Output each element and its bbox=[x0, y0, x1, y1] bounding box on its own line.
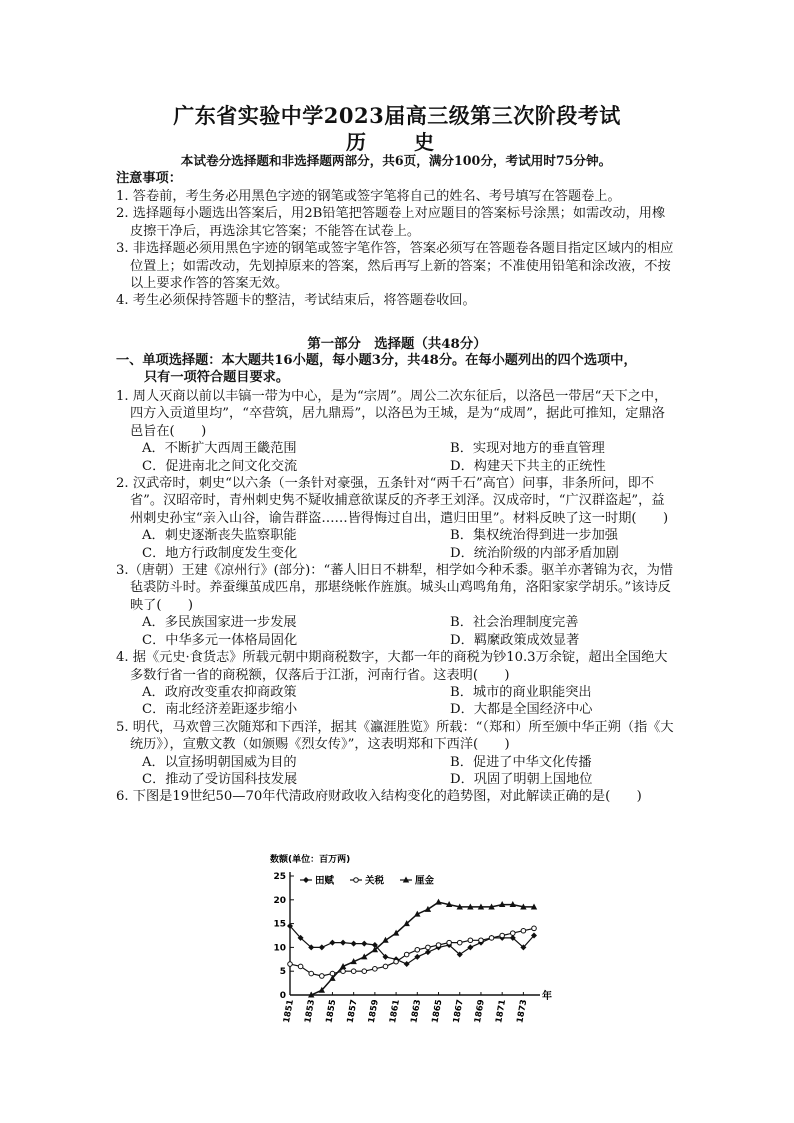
question-3-stem: 3.（唐朝）王建《凉州行》(部分)：“蕃人旧日不耕犁，相学如今种禾黍。驱羊亦著锦为衣，为惜毡裘防斗时。养蚕缫茧成匹帛，那堪绕帐作旌旗。城头山鸡鸣角角，洛阳家家学胡乐。”该诗反映了( ) bbox=[116, 563, 674, 613]
x-tick-label: 1859 bbox=[366, 998, 381, 1024]
y-tick-label: 5 bbox=[279, 967, 286, 978]
x-tick-label: 1873 bbox=[515, 998, 530, 1024]
option-d: D．巩固了明朝上国地位 bbox=[450, 771, 593, 787]
series-line bbox=[290, 928, 534, 976]
option-b: B．促进了中华文化传播 bbox=[450, 754, 592, 770]
data-point bbox=[435, 899, 441, 905]
option-a: A．不断扩大西周王畿范围 bbox=[142, 441, 297, 457]
data-point bbox=[532, 926, 537, 931]
x-tick-label: 1863 bbox=[409, 998, 424, 1024]
data-point bbox=[329, 940, 335, 946]
notes-list bbox=[116, 188, 676, 310]
option-b: B．实现对地方的垂直管理 bbox=[450, 441, 605, 457]
notes-heading: 注意事项： bbox=[116, 171, 182, 186]
data-point bbox=[373, 967, 378, 972]
exam-title: 广东省实验中学2023届高三级第三次阶段考试 bbox=[173, 103, 621, 128]
x-tick-label: 1861 bbox=[388, 998, 403, 1024]
data-point bbox=[510, 931, 515, 936]
y-tick-label: 25 bbox=[273, 872, 286, 882]
data-point bbox=[457, 940, 462, 945]
x-tick-label: 1865 bbox=[430, 998, 445, 1024]
exam-intro: 本试卷分选择题和非选择题两部分，共6页，满分100分，考试用时75分钟。 bbox=[180, 153, 612, 168]
data-point bbox=[489, 936, 494, 941]
data-point bbox=[500, 933, 505, 938]
data-point bbox=[361, 941, 367, 947]
data-point bbox=[351, 969, 356, 974]
option-d: D．统治阶级的内部矛盾加剧 bbox=[450, 545, 619, 561]
data-point bbox=[394, 959, 399, 964]
y-tick-label: 20 bbox=[273, 895, 286, 906]
note-item: 4. 考生必须保持答题卡的整洁，考试结束后，将答题卷收回。 bbox=[116, 293, 476, 309]
data-point bbox=[288, 962, 293, 967]
question-3-options bbox=[116, 614, 676, 649]
note-item: 2. 选择题每小题选出答案后，用2B铅笔把答题卷上对应题目的答案标号涂黑；如需改动，用橡皮擦干净后，再选涂其它答案；不能答在试卷上。 bbox=[116, 206, 666, 239]
data-point bbox=[340, 940, 346, 946]
data-point bbox=[468, 938, 473, 943]
x-tick-label: 1855 bbox=[324, 998, 339, 1024]
option-c: C．地方行政制度发生变化 bbox=[142, 545, 298, 561]
data-point bbox=[521, 928, 526, 933]
data-point bbox=[447, 940, 452, 945]
option-d: D．构建天下共主的正统性 bbox=[450, 458, 606, 474]
data-point bbox=[341, 969, 346, 974]
x-tick-label: 1851 bbox=[281, 998, 296, 1024]
data-point bbox=[382, 937, 388, 943]
legend-label: 田赋 bbox=[315, 875, 335, 887]
data-point bbox=[383, 964, 388, 969]
option-c: C．中华多元一体格局固化 bbox=[142, 632, 298, 648]
note-item: 1. 答卷前，考生务必用黑色字迹的钢笔或签字笔将自己的姓名、考号填写在答题卷上。 bbox=[116, 189, 621, 204]
x-tick-label: 1857 bbox=[345, 998, 360, 1024]
option-a: A．政府改变重农抑商政策 bbox=[142, 684, 297, 700]
option-b: B．城市的商业职能突出 bbox=[450, 684, 592, 700]
data-point bbox=[354, 878, 359, 883]
data-point bbox=[415, 947, 420, 952]
revenue-line-chart bbox=[266, 850, 556, 1030]
option-a: A．以宣扬明朝国威为目的 bbox=[142, 754, 297, 770]
data-point bbox=[467, 944, 473, 950]
x-tick-label: 1869 bbox=[472, 998, 487, 1024]
data-point bbox=[426, 945, 431, 950]
option-d: D．大都是全国经济中心 bbox=[450, 702, 593, 718]
data-point bbox=[436, 943, 441, 948]
question-5-options bbox=[116, 754, 676, 789]
option-a: A．多民族国家进一步发展 bbox=[142, 615, 297, 631]
option-b: B．社会治理制度完善 bbox=[450, 615, 579, 631]
instruction-line-1: 一、单项选择题：本大题共16小题，每小题3分，共48分。在每小题列出的四个选项中， bbox=[116, 353, 637, 368]
option-c: C．南北经济差距逐步缩小 bbox=[142, 702, 298, 718]
section-instruction bbox=[116, 352, 676, 387]
option-c: C．促进南北之间文化交流 bbox=[142, 458, 298, 474]
data-point bbox=[362, 969, 367, 974]
x-tick-label: 1871 bbox=[494, 998, 509, 1024]
option-d: D．羁縻政策成效显著 bbox=[450, 632, 580, 648]
question-2-options bbox=[116, 527, 676, 562]
data-point bbox=[351, 941, 357, 947]
series-line bbox=[290, 926, 534, 964]
question-5-stem: 5. 明代，马欢曾三次随郑和下西洋，据其《瀛涯胜览》所载：“（郑和）所至颁中华正朔（指《大统历》），宣敷文教（如颁赐《烈女传》”，这表明郑和下西洋( ) bbox=[116, 719, 674, 753]
question-6-stem: 6. 下图是19世纪50—70年代清政府财政收入结构变化的趋势图，对此解读正确的是( ) bbox=[116, 789, 642, 805]
y-axis-label: 数额(单位：百万两) bbox=[270, 855, 351, 865]
subject-title: 历 史 bbox=[346, 130, 448, 154]
y-tick-label: 15 bbox=[273, 919, 286, 930]
instruction-line-2: 只有一项符合题目要求。 bbox=[144, 370, 290, 386]
x-tick-label: 1867 bbox=[451, 998, 466, 1024]
question-4-options bbox=[116, 684, 676, 719]
note-item: 3. 非选择题必须用黑色字迹的钢笔或签字笔作答，答案必须写在答题卷各题目指定区域内的相应位置上；如需改动，先划掉原来的答案，然后再写上新的答案；不准使用铅笔和涂改液，不按以上要求作答的答案无效。 bbox=[116, 241, 674, 292]
data-point bbox=[320, 974, 325, 979]
data-point bbox=[404, 952, 409, 957]
question-list bbox=[116, 388, 676, 806]
data-point bbox=[361, 953, 367, 959]
legend-label: 厘金 bbox=[415, 875, 435, 887]
option-c: C．推动了受访国科技发展 bbox=[142, 771, 298, 787]
data-point bbox=[303, 877, 309, 883]
option-a: A．刺史逐渐丧失监察职能 bbox=[142, 528, 297, 544]
x-tick-label: 1853 bbox=[303, 998, 318, 1024]
data-point bbox=[298, 964, 303, 969]
data-point bbox=[479, 938, 484, 943]
legend-label: 关税 bbox=[365, 875, 385, 887]
option-b: B．集权统治得到进一步加强 bbox=[450, 528, 618, 544]
question-4-stem: 4. 据《元史·食货志》所载元朝中期商税数字，大都一年的商税为钞10.3万余锭，超出全国绝大多数行省一省的商税额，仅落后于江浙，河南行省。这表明( ) bbox=[116, 650, 668, 683]
y-tick-label: 10 bbox=[273, 943, 286, 954]
question-1-stem: 1. 周人灭商以前以丰镐一带为中心，是为“宗周”。周公二次东征后，以洛邑一带居“天下之中，四方入贡道里均”，“卒营筑，居九鼎焉”，以洛邑为王城，是为“成周”，据此可推知，定鼎洛邑旨在( ) bbox=[116, 389, 668, 439]
data-point bbox=[309, 971, 314, 976]
question-1-options bbox=[116, 440, 676, 475]
section-title: 第一部分 选择题（共48分） bbox=[307, 336, 487, 352]
x-axis-label: 年 bbox=[542, 991, 552, 1002]
question-2-stem: 2. 汉武帝时，刺史“以六条（一条针对豪强，五条针对“两千石”高官）问事，非条所问，即不省”。汉昭帝时，青州刺史隽不疑收捕意欲谋反的齐孝王刘泽。汉成帝时，“广汉群盗起”，益州刺史孙宝“亲入山谷，谕告群盗……皆得悔过自出，遣归田里”。材料反映了这一时期( ) bbox=[116, 476, 669, 526]
y-tick-label: 0 bbox=[279, 991, 286, 1001]
data-point bbox=[319, 944, 325, 950]
data-point bbox=[425, 906, 431, 912]
